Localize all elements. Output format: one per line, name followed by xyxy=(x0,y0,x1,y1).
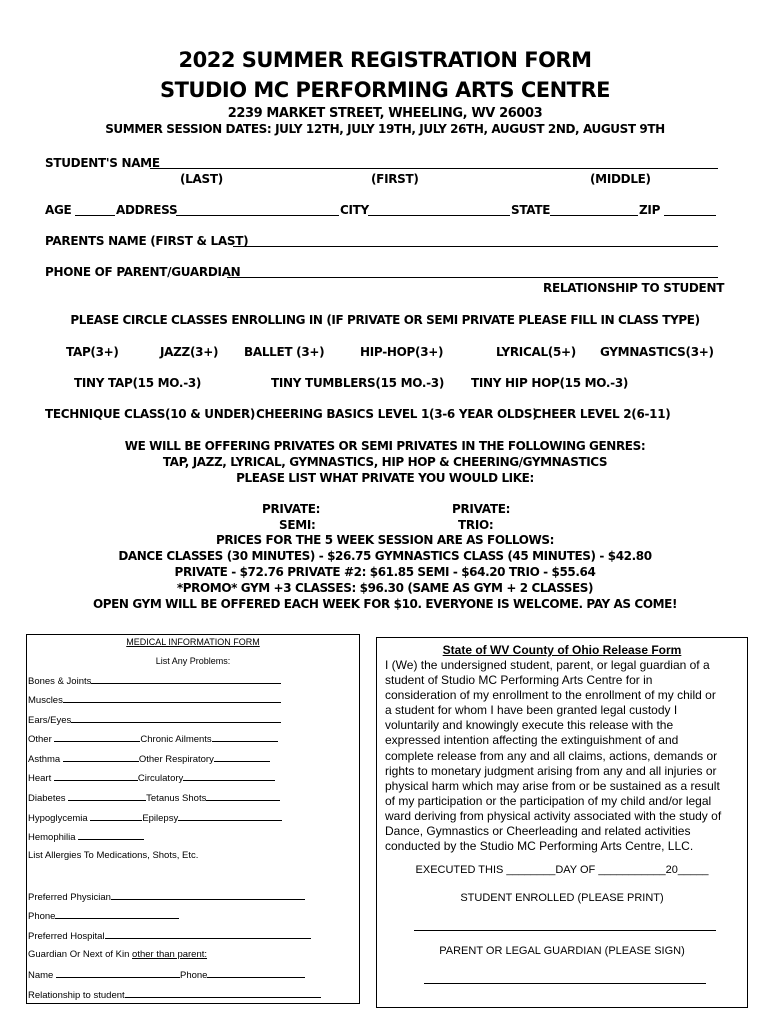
age-field[interactable] xyxy=(75,215,115,216)
state-field[interactable] xyxy=(550,215,638,216)
asthma-label: Asthma xyxy=(28,754,61,765)
zip-label: ZIP xyxy=(639,203,661,217)
diabetes-label: Diabetes xyxy=(28,793,66,804)
parent-phone-label: PHONE OF PARENT/GUARDIAN xyxy=(45,265,241,279)
city-field[interactable] xyxy=(368,215,510,216)
privates-genres: TAP, JAZZ, LYRICAL, GYMNASTICS, HIP HOP & CHEERING/GYMNASTICS xyxy=(162,455,608,469)
physician-field[interactable] xyxy=(111,890,305,900)
ears-row xyxy=(28,713,281,726)
release-line: consideration of my enrollment to the enrollment of my child or xyxy=(385,688,716,703)
hypo-row xyxy=(28,811,282,824)
student-name-field[interactable] xyxy=(150,168,718,169)
class-option[interactable]: TAP(3+) xyxy=(66,345,119,359)
trio-label: TRIO: xyxy=(458,518,494,532)
chronic-label: Chronic Ailments xyxy=(140,734,212,745)
last-name-caption: (LAST) xyxy=(180,172,223,186)
bones-field[interactable] xyxy=(91,674,281,684)
hospital-label: Preferred Hospital xyxy=(28,931,105,942)
studio-address: 2239 MARKET STREET, WHEELING, WV 26003 xyxy=(227,106,543,121)
guardian-row xyxy=(28,949,207,960)
hypo-field[interactable] xyxy=(90,811,142,821)
prices-privates: PRIVATE - $72.76 PRIVATE #2: $61.85 SEMI - $64.20 TRIO - $55.64 xyxy=(174,565,596,579)
classes-instruction: PLEASE CIRCLE CLASSES ENROLLING IN (IF PRIVATE OR SEMI PRIVATE PLEASE FILL IN CLASS TYPE) xyxy=(70,313,700,327)
city-label: CITY xyxy=(340,203,369,217)
hospital-row xyxy=(28,929,311,942)
prices-heading: PRICES FOR THE 5 WEEK SESSION ARE AS FOLLOWS: xyxy=(215,533,554,547)
hemophilia-field[interactable] xyxy=(78,830,144,840)
muscles-label: Muscles xyxy=(28,695,63,706)
name-row xyxy=(28,968,305,981)
medical-subtitle: List Any Problems: xyxy=(155,656,231,666)
class-option[interactable]: TINY TAP(15 MO.-3) xyxy=(74,376,202,390)
open-gym-note: OPEN GYM WILL BE OFFERED EACH WEEK FOR $10. EVERYONE IS WELCOME. PAY AS COME! xyxy=(92,597,678,611)
release-line: ward deriving from physical activity associated with the study of xyxy=(385,808,722,823)
other-field[interactable] xyxy=(54,732,140,742)
privates-instruction: PLEASE LIST WHAT PRIVATE YOU WOULD LIKE: xyxy=(236,471,534,485)
parent-signature-field[interactable] xyxy=(424,983,706,984)
release-line: complete release from any and all claims, actions, demands or xyxy=(385,748,718,763)
guardian-label: Guardian Or Next of Kin xyxy=(28,949,133,960)
address-field[interactable] xyxy=(176,215,339,216)
class-option[interactable]: TECHNIQUE CLASS(10 & UNDER) xyxy=(45,407,256,421)
other-resp-field[interactable] xyxy=(214,752,270,762)
private-b-label: PRIVATE: xyxy=(452,502,511,516)
semi-label: SEMI: xyxy=(279,518,316,532)
parent-sign-caption: PARENT OR LEGAL GUARDIAN (PLEASE SIGN) xyxy=(439,945,685,957)
release-line: Dance, Gymnastics or Cheerleading and related activities xyxy=(385,824,691,839)
physician-label: Preferred Physician xyxy=(28,892,111,903)
parents-name-label: PARENTS NAME (FIRST & LAST) xyxy=(45,234,249,248)
middle-name-caption: (MIDDLE) xyxy=(590,172,651,186)
student-enrolled-caption: STUDENT ENROLLED (PLEASE PRINT) xyxy=(460,892,664,904)
relationship-field[interactable] xyxy=(125,988,321,998)
hemophilia-label: Hemophilia xyxy=(28,832,76,843)
release-line: student of Studio MC Performing Arts Centre for in xyxy=(385,673,653,688)
diabetes-row xyxy=(28,791,280,804)
ears-label: Ears/Eyes xyxy=(28,715,72,726)
heart-label: Heart xyxy=(28,773,52,784)
release-line: physical harm which may arise from or be sustained as a result xyxy=(385,778,720,793)
release-line: of my participation or the participation of my child and/or legal xyxy=(385,793,712,808)
class-option[interactable]: LYRICAL(5+) xyxy=(496,345,576,359)
bones-label: Bones & Joints xyxy=(28,676,92,687)
other-label: Other xyxy=(28,734,52,745)
age-label: AGE xyxy=(45,203,72,217)
heart-field[interactable] xyxy=(54,771,138,781)
circulatory-label: Circulatory xyxy=(137,773,184,784)
class-option[interactable]: HIP-HOP(3+) xyxy=(360,345,444,359)
form-title: 2022 SUMMER REGISTRATION FORM xyxy=(178,48,592,72)
state-label: STATE xyxy=(511,203,551,217)
release-line: conducted by the Studio MC Performing Arts Centre, LLC. xyxy=(385,839,694,854)
guardian-qualifier: other than parent: xyxy=(132,949,208,960)
release-title: State of WV County of Ohio Release Form xyxy=(442,643,682,657)
tetanus-label: Tetanus Shots xyxy=(146,793,207,804)
class-option[interactable]: CHEERING BASICS LEVEL 1(3-6 YEAR OLDS) xyxy=(256,407,538,421)
zip-field[interactable] xyxy=(664,215,716,216)
other-resp-label: Other Respiratory xyxy=(138,754,214,765)
relationship-caption: RELATIONSHIP TO STUDENT xyxy=(543,281,725,295)
allergies-label: List Allergies To Medications, Shots, Etc. xyxy=(28,850,199,861)
hemophilia-row xyxy=(28,830,144,843)
prices-classes: DANCE CLASSES (30 MINUTES) - $26.75 GYMNASTICS CLASS (45 MINUTES) - $42.80 xyxy=(118,549,652,563)
private-a-label: PRIVATE: xyxy=(262,502,321,516)
class-option[interactable]: BALLET (3+) xyxy=(244,345,325,359)
medical-title: MEDICAL INFORMATION FORM xyxy=(126,637,260,647)
student-name-label: STUDENT'S NAME xyxy=(45,156,160,170)
bones-row xyxy=(28,674,281,687)
epilepsy-label: Epilepsy xyxy=(142,813,179,824)
phone2-label: Phone xyxy=(179,970,208,981)
tetanus-field[interactable] xyxy=(206,791,280,801)
class-option[interactable]: CHEER LEVEL 2(6-11) xyxy=(533,407,671,421)
parents-name-field[interactable] xyxy=(233,246,718,247)
epilepsy-field[interactable] xyxy=(178,811,282,821)
release-line: expressed intention affecting the extinguishment of and xyxy=(385,733,679,748)
ears-field[interactable] xyxy=(71,713,281,723)
physician-row xyxy=(28,890,305,903)
name-label: Name xyxy=(28,970,54,981)
release-text xyxy=(385,658,745,854)
release-line: rights to monetary judgment arising from any and all injuries or xyxy=(385,763,717,778)
studio-name: STUDIO MC PERFORMING ARTS CENTRE xyxy=(159,78,611,102)
address-label: ADDRESS xyxy=(116,203,178,217)
class-option[interactable]: TINY TUMBLERS(15 MO.-3) xyxy=(271,376,445,390)
first-name-caption: (FIRST) xyxy=(371,172,419,186)
release-line: a student for whom I have been granted legal custody I xyxy=(385,703,678,718)
phone-field[interactable] xyxy=(55,909,179,919)
heart-row xyxy=(28,771,275,784)
asthma-field[interactable] xyxy=(63,752,139,762)
muscles-row xyxy=(28,693,281,706)
name-field[interactable] xyxy=(56,968,180,978)
diabetes-field[interactable] xyxy=(68,791,146,801)
class-option[interactable]: JAZZ(3+) xyxy=(160,345,219,359)
release-line: voluntarily and knowingly execute this release with the xyxy=(385,718,674,733)
student-enrolled-field[interactable] xyxy=(414,930,716,931)
phone-row xyxy=(28,909,179,922)
prices-promo: *PROMO* GYM +3 CLASSES: $96.30 (SAME AS GYM + 2 CLASSES) xyxy=(176,581,594,595)
privates-offer: WE WILL BE OFFERING PRIVATES OR SEMI PRIVATES IN THE FOLLOWING GENRES: xyxy=(124,439,646,453)
session-dates: SUMMER SESSION DATES: JULY 12TH, JULY 19TH, JULY 26TH, AUGUST 2ND, AUGUST 9TH xyxy=(105,122,665,136)
relationship-label: Relationship to student xyxy=(28,990,125,1001)
phone2-field[interactable] xyxy=(207,968,305,978)
parent-phone-field[interactable] xyxy=(227,277,718,278)
other-row xyxy=(28,732,278,745)
phone-label: Phone xyxy=(28,911,56,922)
asthma-row xyxy=(28,752,270,765)
relationship-row xyxy=(28,988,321,1001)
muscles-field[interactable] xyxy=(63,693,281,703)
release-line: I (We) the undersigned student, parent, or legal guardian of a xyxy=(385,658,710,672)
class-option[interactable]: GYMNASTICS(3+) xyxy=(600,345,714,359)
chronic-field[interactable] xyxy=(212,732,278,742)
hospital-field[interactable] xyxy=(105,929,311,939)
hypo-label: Hypoglycemia xyxy=(28,813,88,824)
circulatory-field[interactable] xyxy=(183,771,275,781)
class-option[interactable]: TINY HIP HOP(15 MO.-3) xyxy=(471,376,629,390)
executed-line[interactable]: EXECUTED THIS ________DAY OF ___________20_____ xyxy=(415,864,709,876)
